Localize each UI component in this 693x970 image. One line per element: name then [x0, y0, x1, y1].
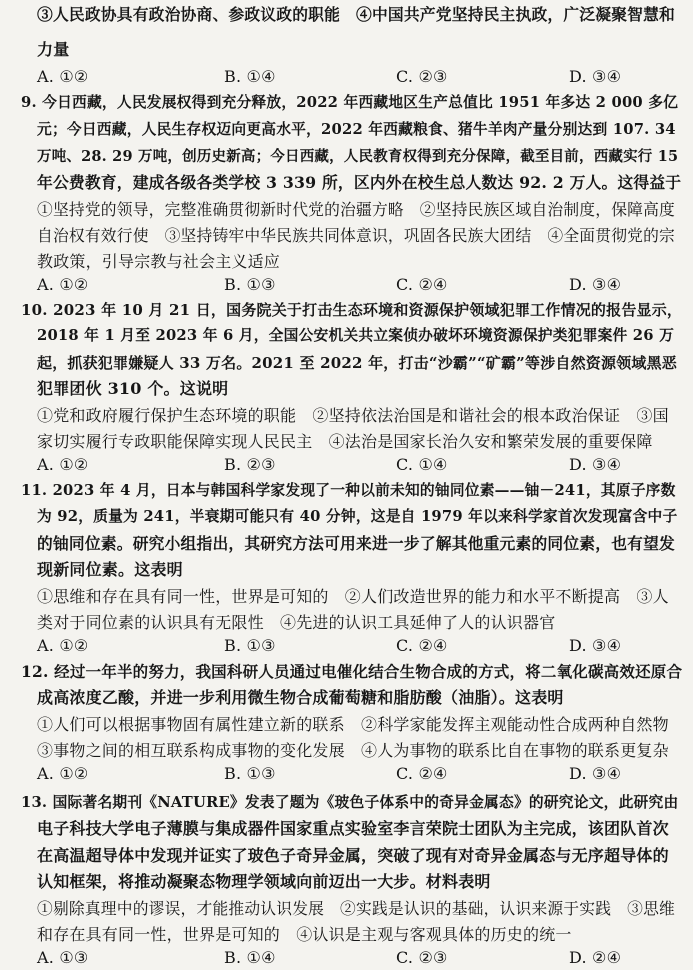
q13-choice-line: ①剔除真理中的谬误，才能推动认识发展 ②实践是认识的基础，认识来源于实践 ③思维 [37, 899, 675, 918]
option-c: C. ②④ [396, 764, 448, 783]
q11-stem: 的铀同位素。研究小组指出，其研究方法可用来进一步了解其他重元素的同位素，也有望发 [37, 534, 675, 553]
option-a: A. ①② [37, 455, 89, 474]
option-d: D. ②④ [569, 948, 622, 967]
q10-stem: 2018 年 1 月至 2023 年 6 月，全国公安机关共立案侦办破坏环境资源保护类犯罪案件 26 万 [37, 327, 675, 344]
option-c: C. ②④ [396, 275, 448, 294]
q9-stem: 元；今日西藏，人民生存权迈向更高水平，2022 年西藏粮食、猪牛羊肉产量分别达到 107. 34 [37, 121, 676, 138]
option-c: C. ②③ [396, 948, 448, 967]
q10-stem: 犯罪团伙 310 个。这说明 [37, 379, 229, 398]
q10-choice-line: ①党和政府履行保护生态环境的职能 ②坚持依法治国是和谐社会的根本政治保证 ③国 [37, 406, 669, 425]
q13-choice-line: 和存在具有同一性，世界是可知的 ④认识是主观与客观具体的历史的统一 [37, 925, 572, 944]
option-b: B. ①③ [224, 636, 276, 655]
q13-stem: 电子科技大学电子薄膜与集成器件国家重点实验室李言荣院士团队为主完成，该团队首次 [37, 819, 669, 838]
option-b: B. ②③ [224, 455, 276, 474]
q13-stem: 13. 国际著名期刊《NATURE》发表了题为《玻色子体系中的奇异金属态》的研究论文，此研究由 [21, 794, 679, 811]
option-d: D. ③④ [569, 764, 622, 783]
option-d: D. ③④ [569, 275, 622, 294]
q11-stem: 11. 2023 年 4 月，日本与韩国科学家发现了一种以前未知的铀同位素——铀－241，其原子序数 [21, 482, 676, 499]
q9-stem: 年公费教育，建成各级各类学校 3 339 所，区内外在校生总人数达 92. 2 万人。这得益于 [37, 173, 682, 192]
q12-choice-line: ③事物之间的相互联系构成事物的变化发展 ④人为事物的联系比自在事物的联系更复杂 [37, 741, 669, 760]
q9-stem: 万吨、28. 29 万吨，创历史新高；今日西藏，人民教育权得到充分保障，截至目前，西藏实行 15 [37, 148, 679, 165]
option-d: D. ③④ [569, 67, 622, 86]
option-a: A. ①② [37, 636, 89, 655]
q11-stem: 为 92，质量为 241，半衰期可能只有 40 分钟，这是自 1979 年以来科学家首次发现富含中子 [37, 508, 678, 525]
q10-stem: 10. 2023 年 10 月 21 日，国务院关于打击生态环境和资源保护领域犯罪工作情况的报告显示， [21, 301, 683, 319]
q11-choice-line: 类对于同位素的认识具有无限性 ④先进的认识工具延伸了人的认识器官 [37, 613, 556, 632]
option-c: C. ②④ [396, 636, 448, 655]
q12-stem: 成高浓度乙酸，并进一步利用微生物合成葡萄糖和脂肪酸（油脂）。这表明 [37, 688, 564, 707]
option-a: A. ①② [37, 764, 89, 783]
q10-stem: 起，抓获犯罪嫌疑人 33 万名。2021 至 2022 年，打击“沙霸”“矿霸”等涉自然资源领域黑恶 [37, 354, 677, 372]
option-b: B. ①④ [224, 67, 276, 86]
q13-stem: 认知框架，将推动凝聚态物理学领域向前迈出一大步。材料表明 [37, 872, 491, 891]
carryover-line: ③人民政协具有政治协商、参政议政的职能 ④中国共产党坚持民主执政，广泛凝聚智慧和 [37, 5, 675, 24]
option-a: A. ①③ [37, 948, 89, 967]
q11-choice-line: ①思维和存在具有同一性，世界是可知的 ②人们改造世界的能力和水平不断提高 ③人 [37, 587, 669, 606]
option-a: A. ①② [37, 275, 89, 294]
q9-stem: 9. 今日西藏，人民发展权得到充分释放，2022 年西藏地区生产总值比 1951 年多达 2 000 多亿 [21, 94, 679, 111]
q12-stem: 12. 经过一年半的努力，我国科研人员通过电催化结合生物合成的方式，将二氧化碳高效还原合 [21, 662, 683, 681]
option-a: A. ①② [37, 67, 89, 86]
q9-choice-line: 教政策，引导宗教与社会主义适应 [37, 252, 281, 271]
option-c: C. ②③ [396, 67, 448, 86]
q10-choice-line: 家切实履行专政职能保障实现人民民主 ④法治是国家长治久安和繁荣发展的重要保障 [37, 432, 653, 451]
q9-choice-line: 自治权有效行使 ③坚持铸牢中华民族共同体意识，巩固各民族大团结 ④全面贯彻党的宗 [37, 226, 675, 245]
carryover-line: 力量 [37, 40, 70, 59]
q12-choice-line: ①人们可以根据事物固有属性建立新的联系 ②科学家能发挥主观能动性合成两种自然物 [37, 715, 669, 734]
q13-stem: 在高温超导体中发现并证实了玻色子奇异金属，突破了现有对奇异金属态与无序超导体的 [37, 846, 669, 865]
option-b: B. ①④ [224, 948, 276, 967]
option-d: D. ③④ [569, 636, 622, 655]
option-b: B. ①③ [224, 764, 276, 783]
option-d: D. ③④ [569, 455, 622, 474]
q9-choice-line: ①坚持党的领导，完整准确贯彻新时代党的治疆方略 ②坚持民族区域自治制度，保障高度 [37, 200, 675, 219]
q11-stem: 现新同位素。这表明 [37, 560, 183, 579]
option-c: C. ①④ [396, 455, 448, 474]
option-b: B. ①③ [224, 275, 276, 294]
